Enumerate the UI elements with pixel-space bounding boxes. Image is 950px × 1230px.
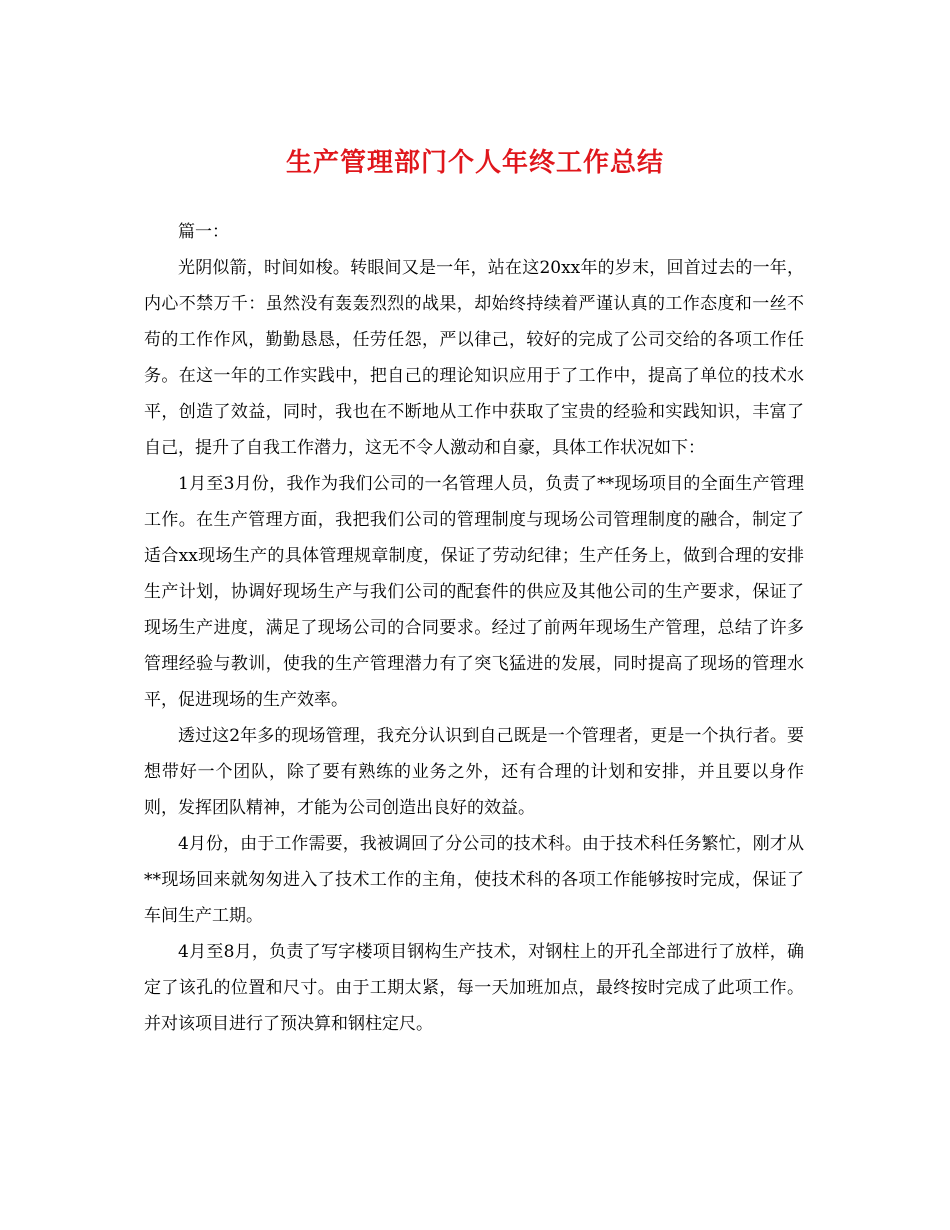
paragraph-jan-mar: 1月至3月份，我作为我们公司的一名管理人员，负责了**现场项目的全面生产管理工作。在生产管理方面，我把我们公司的管理制度与现场公司管理制度的融合，制定了适合xx现场生产的具体管理规章制度，保证了劳动纪律；生产任务上，做到合理的安排生产计划，协调好现场生产与我们公司的配套件的供应及其他公司的生产要求，保证了现场生产进度，满足了现场公司的合同要求。经过了前两年现场生产管理，总结了许多管理经验与教训，使我的生产管理潜力有了突飞猛进的发展，同时提高了现场的管理水平，促进现场的生产效率。 (144, 474, 804, 710)
document-body (144, 214, 804, 1042)
paragraph-intro: 光阴似箭，时间如梭。转眼间又是一年，站在这20xx年的岁末，回首过去的一年，内心不禁万千：虽然没有轰轰烈烈的战果，却始终持续着严谨认真的工作态度和一丝不苟的工作作风，勤勤恳恳，任劳任怨，严以律己，较好的完成了公司交给的各项工作任务。在这一年的工作实践中，把自己的理论知识应用于了工作中，提高了单位的技术水平，创造了效益，同时，我也在不断地从工作中获取了宝贵的经验和实践知识，丰富了自己，提升了自我工作潜力，这无不令人激动和自豪，具体工作状况如下： (144, 258, 804, 458)
section-heading: 篇一： (178, 222, 229, 242)
paragraph-apr-aug: 4月至8月，负责了写字楼项目钢构生产技术，对钢柱上的开孔全部进行了放样，确定了该孔的位置和尺寸。由于工期太紧，每一天加班加点，最终按时完成了此项工作。并对该项目进行了预决算和钢柱定尺。 (144, 942, 804, 1034)
document-title: 生产管理部门个人年终工作总结 (285, 148, 664, 178)
paragraph-april: 4月份，由于工作需要，我被调回了分公司的技术科。由于技术科任务繁忙，刚才从**现场回来就匆匆进入了技术工作的主角，使技术科的各项工作能够按时完成，保证了车间生产工期。 (144, 834, 804, 926)
paragraph-management-insight: 透过这2年多的现场管理，我充分认识到自己既是一个管理者，更是一个执行者。要想带好一个团队，除了要有熟练的业务之外，还有合理的计划和安排，并且要以身作则，发挥团队精神，才能为公司创造出良好的效益。 (144, 726, 804, 818)
